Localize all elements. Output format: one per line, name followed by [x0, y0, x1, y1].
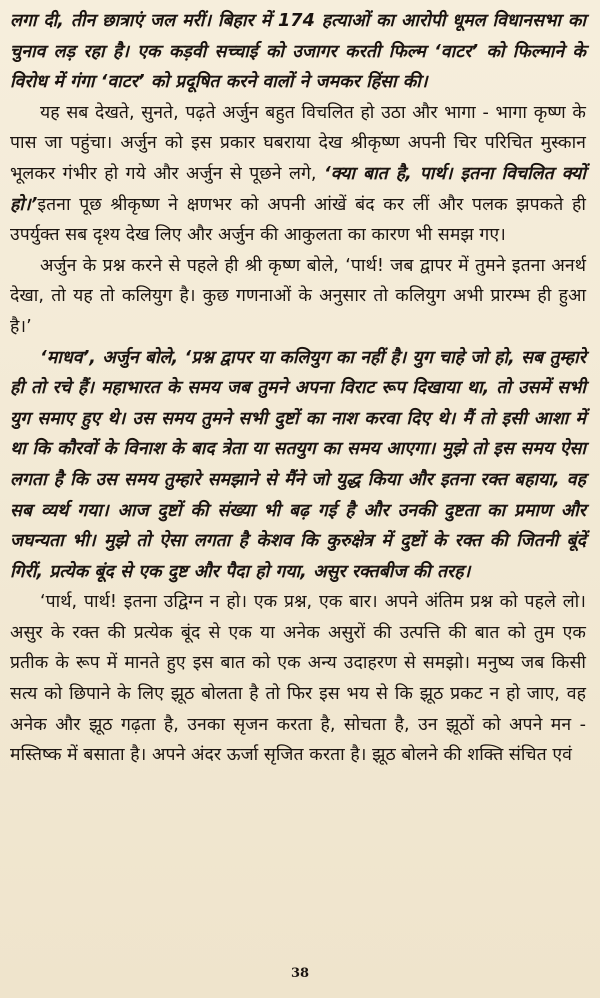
page-number: 38: [290, 966, 310, 981]
paragraph-3-text: अर्जुन के प्रश्न करने से पहले ही श्री कृष्ण बोले, ‘पार्थ! जब द्वापर में तुमने इतना अनर्थ देखा, तो यह तो कलियुग है। कुछ गणनाओं के अनुसार तो कलियुग अभी प्रारम्भ ही हुआ है।’: [10, 255, 586, 337]
paragraph-4-italic-text: ‘माधव’, अर्जुन बोले, ‘प्रश्न द्वापर या कलियुग का नहीं है। युग चाहे जो हो, सब तुम्हारे ही तो रचे हैं। महाभारत के समय जब तुमने अपना विराट रूप दिखाया था, तो उसमें सभी युग समाए हुए थे। उस समय तुमने सभी दुष्टों का नाश करवा दिए थे। मैं तो इसी आशा में था कि कौरवों के विनाश के बाद त्रेता या सतयुग का समय आएगा। मुझे तो इस समय ऐसा लगता है कि उस समय तुम्हारे समझाने से मैंने जो युद्ध किया और इतना रक्त बहाया, वह सब व्यर्थ गया। आज दुष्टों की संख्या भी बढ़ गई है और उनकी दुष्टता का प्रमाण और जघन्यता भी। मुझे तो ऐसा लगता है केशव कि कुरुक्षेत्र में दुष्टों के रक्त की जितनी बूंदें गिरीं, प्रत्येक बूंद से एक दुष्ट और पैदा हो गया, असुर रक्तबीज की तरह।: [10, 347, 586, 582]
paragraph-5-text: ‘पार्थ, पार्थ! इतना उद्विग्न न हो। एक प्रश्न, एक बार। अपने अंतिम प्रश्न को पहले लो। असुर के रक्त की प्रत्येक बूंद से एक या अनेक असुरों की उत्पत्ति की बात को तुम एक प्रतीक के रूप में मानते हुए इस बात को एक अन्य उदाहरण से समझो। मनुष्य जब किसी सत्य को छिपाने के लिए झूठ बोलता है तो फिर इस भय से कि झूठ प्रकट न हो जाए, वह अनेक और झूठ गढ़ता है, उनका सृजन करता है, सोचता है, उन झूठों को अपने मन - मस्तिष्क में बसाता है। अपने अंदर ऊर्जा सृजित करता है। झूठ बोलने की शक्ति संचित एवं: [10, 592, 586, 766]
paragraph-2-text-part-1: यह सब देखते, सुनते, पढ़ते अर्जुन बहुत विचलित हो उठा और भागा - भागा कृष्ण के पास जा पहुंचा। अर्जुन को इस प्रकार घबराया देख श्रीकृष्ण अपनी चिर परिचित मुस्कान भूलकर गंभीर हो गये और अर्जुन से पूछने लगे,: [10, 102, 586, 184]
paragraph-2-text-part-2: इतना पूछ श्रीकृष्ण ने क्षणभर को अपनी आंखें बंद कर लीं और पलक झपकते ही उपर्युक्त सब दृश्य देख लिए और अर्जुन की आकुलता का कारण भी समझ गए।: [10, 194, 586, 246]
paragraph-4: [10, 343, 586, 588]
paragraph-3: [10, 251, 586, 343]
paragraph-1-italic-text: लगा दी, तीन छात्राएं जल मरीं। बिहार में 174 हत्याओं का आरोपी धूमल विधानसभा का चुनाव लड़ रहा है। एक कड़वी सच्चाई को उजागर करती फिल्म ‘वाटर’ को फिल्माने के विरोध में गंगा ‘वाटर’ को प्रदूषित करने वालों ने जमकर हिंसा की।: [10, 11, 586, 93]
paragraph-1: [10, 6, 586, 98]
paragraph-2: [10, 98, 586, 251]
paragraph-5: [10, 587, 586, 771]
paragraph-2-quote: ‘क्या बात है, पार्थ। इतना विचलित क्यों हो।’: [10, 163, 586, 215]
